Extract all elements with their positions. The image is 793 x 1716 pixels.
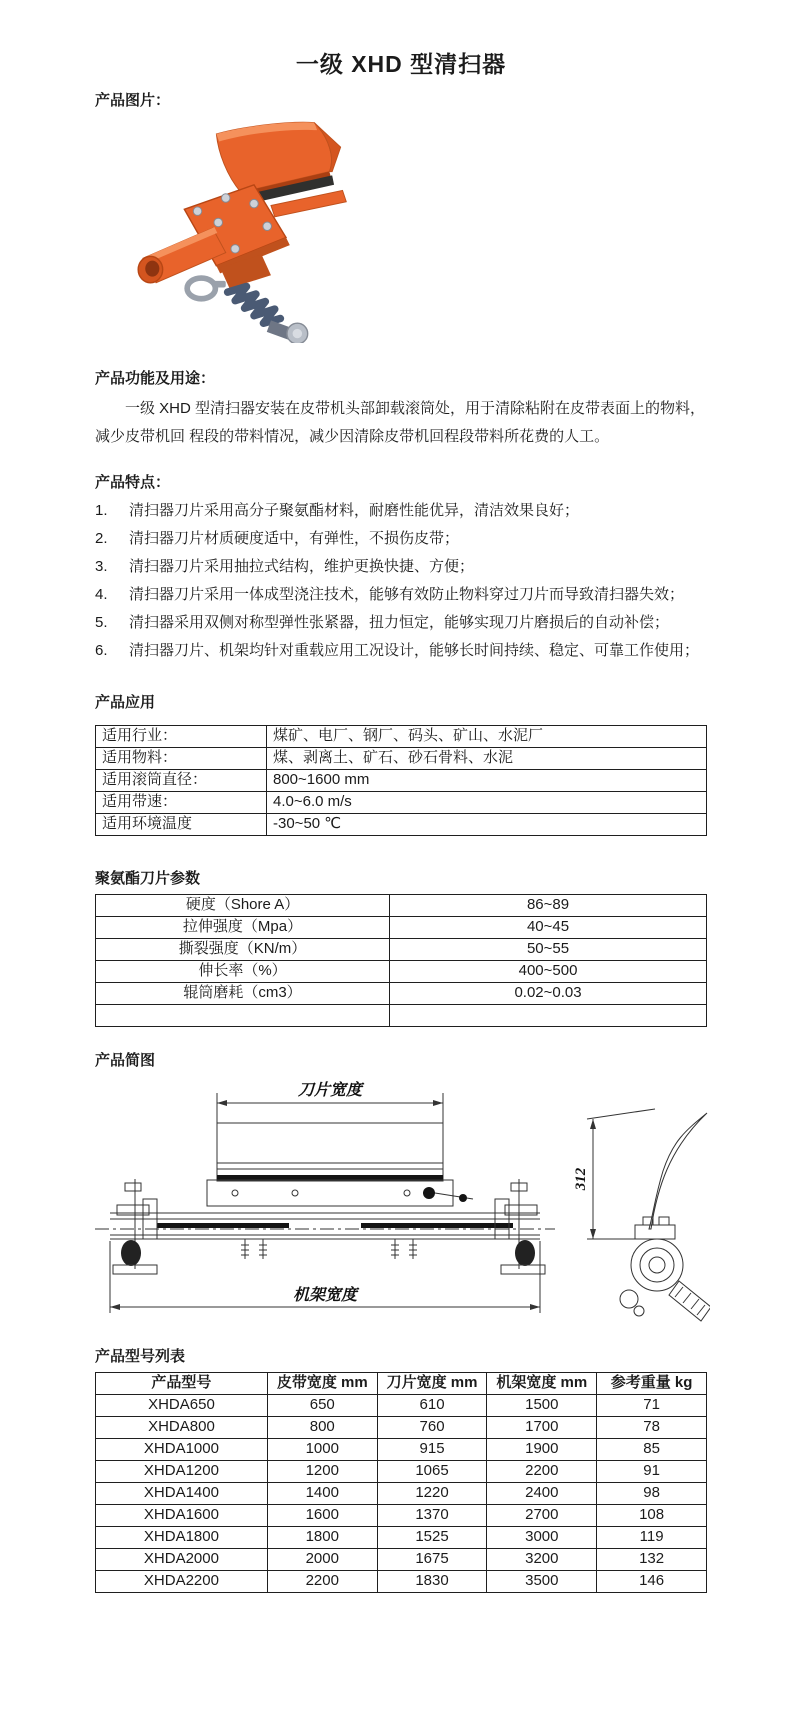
table-cell: 拉伸强度（Mpa） bbox=[96, 917, 390, 939]
column-header: 产品型号 bbox=[96, 1373, 268, 1395]
blade-params-table bbox=[95, 894, 707, 1027]
table-cell: 适用物料： bbox=[96, 748, 267, 770]
feature-item bbox=[95, 581, 707, 609]
table-row bbox=[96, 748, 707, 770]
table-cell: 915 bbox=[377, 1439, 487, 1461]
table-cell: 1500 bbox=[487, 1395, 597, 1417]
table-cell: 1700 bbox=[487, 1417, 597, 1439]
table-cell: 煤矿、电厂、钢厂、码头、矿山、水泥厂 bbox=[267, 726, 707, 748]
table-cell: 132 bbox=[597, 1549, 707, 1571]
product-image-label: 产品图片： bbox=[95, 92, 171, 109]
table-cell: 71 bbox=[597, 1395, 707, 1417]
table-row bbox=[96, 792, 707, 814]
table-row bbox=[96, 1571, 707, 1593]
table-cell: 1000 bbox=[267, 1439, 377, 1461]
table-cell: XHDA1800 bbox=[96, 1527, 268, 1549]
feature-item bbox=[95, 553, 707, 581]
table-row bbox=[96, 983, 707, 1005]
table-cell: 108 bbox=[597, 1505, 707, 1527]
feature-number: 4. bbox=[95, 586, 108, 603]
dimension-label-frame-width: 机架宽度 bbox=[292, 1287, 358, 1304]
belt-cleaner-photo-illustration bbox=[123, 117, 353, 343]
column-header: 参考重量 kg bbox=[597, 1373, 707, 1395]
table-cell: 2400 bbox=[487, 1483, 597, 1505]
dimension-label-side-height: 312 bbox=[573, 1167, 589, 1191]
column-header: 刀片宽度 mm bbox=[377, 1373, 487, 1395]
table-cell: 760 bbox=[377, 1417, 487, 1439]
feature-number: 2. bbox=[95, 530, 108, 547]
table-cell: 辊筒磨耗（cm3） bbox=[96, 983, 390, 1005]
table-cell: 1900 bbox=[487, 1439, 597, 1461]
table-cell: 撕裂强度（KN/m） bbox=[96, 939, 390, 961]
table-header-row bbox=[96, 1373, 707, 1395]
diagram-heading: 产品简图 bbox=[95, 1052, 156, 1069]
dimension-label-blade-width: 刀片宽度 bbox=[297, 1082, 363, 1099]
features-list bbox=[95, 497, 707, 665]
feature-text: 清扫器刀片采用抽拉式结构，维护更换快捷、方便； bbox=[129, 558, 475, 575]
table-cell: 1525 bbox=[377, 1527, 487, 1549]
table-cell: XHDA1600 bbox=[96, 1505, 268, 1527]
table-cell: 1800 bbox=[267, 1527, 377, 1549]
product-photo bbox=[123, 117, 353, 343]
table-cell: 1370 bbox=[377, 1505, 487, 1527]
table-cell: 610 bbox=[377, 1395, 487, 1417]
table-cell: XHDA800 bbox=[96, 1417, 268, 1439]
models-heading: 产品型号列表 bbox=[95, 1348, 186, 1365]
table-row bbox=[96, 1395, 707, 1417]
table-cell: 0.02~0.03 bbox=[390, 983, 707, 1005]
feature-text: 清扫器刀片采用一体成型浇注技术，能够有效防止物料穿过刀片而导致清扫器失效； bbox=[129, 586, 685, 603]
table-row bbox=[96, 1483, 707, 1505]
table-row bbox=[96, 917, 707, 939]
table-cell: 1220 bbox=[377, 1483, 487, 1505]
feature-text: 清扫器采用双侧对称型弹性张紧器，扭力恒定，能够实现刀片磨损后的自动补偿； bbox=[129, 614, 670, 631]
feature-item bbox=[95, 609, 707, 637]
product-diagram bbox=[95, 1079, 707, 1333]
table-cell: 146 bbox=[597, 1571, 707, 1593]
table-cell: 400~500 bbox=[390, 961, 707, 983]
table-cell: 91 bbox=[597, 1461, 707, 1483]
table-row bbox=[96, 1461, 707, 1483]
table-cell: 85 bbox=[597, 1439, 707, 1461]
feature-item bbox=[95, 497, 707, 525]
table-cell: XHDA2200 bbox=[96, 1571, 268, 1593]
table-cell: 适用滚筒直径： bbox=[96, 770, 267, 792]
column-header: 皮带宽度 mm bbox=[267, 1373, 377, 1395]
feature-text: 清扫器刀片材质硬度适中，有弹性，不损伤皮带； bbox=[129, 530, 460, 547]
table-cell: 硬度（Shore A） bbox=[96, 895, 390, 917]
feature-text: 清扫器刀片、机架均针对重载应用工况设计，能够长时间持续、稳定、可靠工作使用； bbox=[129, 642, 700, 659]
function-heading: 产品功能及用途： bbox=[95, 370, 216, 387]
feature-number: 6. bbox=[95, 642, 108, 659]
table-cell: 3200 bbox=[487, 1549, 597, 1571]
technical-drawing bbox=[95, 1079, 710, 1329]
models-table bbox=[95, 1372, 707, 1593]
feature-item bbox=[95, 525, 707, 553]
table-row bbox=[96, 895, 707, 917]
table-cell: 50~55 bbox=[390, 939, 707, 961]
blade-params-heading: 聚氨酯刀片参数 bbox=[95, 870, 201, 887]
table-cell: 4.0~6.0 m/s bbox=[267, 792, 707, 814]
column-header: 机架宽度 mm bbox=[487, 1373, 597, 1395]
table-cell: 1830 bbox=[377, 1571, 487, 1593]
table-row bbox=[96, 1549, 707, 1571]
features-heading: 产品特点： bbox=[95, 474, 171, 491]
table-cell: XHDA1400 bbox=[96, 1483, 268, 1505]
table-cell: 78 bbox=[597, 1417, 707, 1439]
table-row bbox=[96, 1505, 707, 1527]
table-cell: XHDA1200 bbox=[96, 1461, 268, 1483]
table-cell: 2200 bbox=[487, 1461, 597, 1483]
table-row bbox=[96, 770, 707, 792]
feature-number: 5. bbox=[95, 614, 108, 631]
table-cell: -30~50 ℃ bbox=[267, 814, 707, 836]
table-cell: 煤、剥离土、矿石、砂石骨料、水泥 bbox=[267, 748, 707, 770]
feature-text: 清扫器刀片采用高分子聚氨酯材料，耐磨性能优异，清洁效果良好； bbox=[129, 502, 580, 519]
table-cell: 1600 bbox=[267, 1505, 377, 1527]
page-title: 一级 XHD 型清扫器 bbox=[295, 51, 507, 77]
table-cell: 2000 bbox=[267, 1549, 377, 1571]
application-heading: 产品应用 bbox=[95, 694, 156, 711]
table-cell: XHDA2000 bbox=[96, 1549, 268, 1571]
table-cell: 适用行业： bbox=[96, 726, 267, 748]
table-cell: 3000 bbox=[487, 1527, 597, 1549]
table-cell: 800~1600 mm bbox=[267, 770, 707, 792]
table-row bbox=[96, 961, 707, 983]
table-row bbox=[96, 1417, 707, 1439]
table-row bbox=[96, 814, 707, 836]
table-cell: 40~45 bbox=[390, 917, 707, 939]
feature-item bbox=[95, 637, 707, 665]
table-cell: 800 bbox=[267, 1417, 377, 1439]
feature-number: 1. bbox=[95, 502, 108, 519]
table-cell: 2700 bbox=[487, 1505, 597, 1527]
table-cell: 119 bbox=[597, 1527, 707, 1549]
table-cell: XHDA650 bbox=[96, 1395, 268, 1417]
table-cell: 1675 bbox=[377, 1549, 487, 1571]
table-cell: 86~89 bbox=[390, 895, 707, 917]
table-cell: 650 bbox=[267, 1395, 377, 1417]
table-cell bbox=[390, 1005, 707, 1027]
table-cell: 伸长率（%） bbox=[96, 961, 390, 983]
table-cell: 1065 bbox=[377, 1461, 487, 1483]
table-row bbox=[96, 1005, 707, 1027]
table-row bbox=[96, 1527, 707, 1549]
function-paragraph: 一级 XHD 型清扫器安装在皮带机头部卸载滚筒处，用于清除粘附在皮带表面上的物料，减少皮带机回 程段的带料情况，减少因清除皮带机回程段带料所花费的人工。 bbox=[95, 400, 706, 445]
table-cell bbox=[96, 1005, 390, 1027]
table-cell: 3500 bbox=[487, 1571, 597, 1593]
table-row bbox=[96, 939, 707, 961]
table-cell: 1200 bbox=[267, 1461, 377, 1483]
table-row bbox=[96, 726, 707, 748]
table-cell: 1400 bbox=[267, 1483, 377, 1505]
table-cell: 适用环境温度 bbox=[96, 814, 267, 836]
table-cell: 适用带速： bbox=[96, 792, 267, 814]
table-cell: 2200 bbox=[267, 1571, 377, 1593]
table-row bbox=[96, 1439, 707, 1461]
application-table bbox=[95, 725, 707, 836]
table-cell: 98 bbox=[597, 1483, 707, 1505]
feature-number: 3. bbox=[95, 558, 108, 575]
table-cell: XHDA1000 bbox=[96, 1439, 268, 1461]
